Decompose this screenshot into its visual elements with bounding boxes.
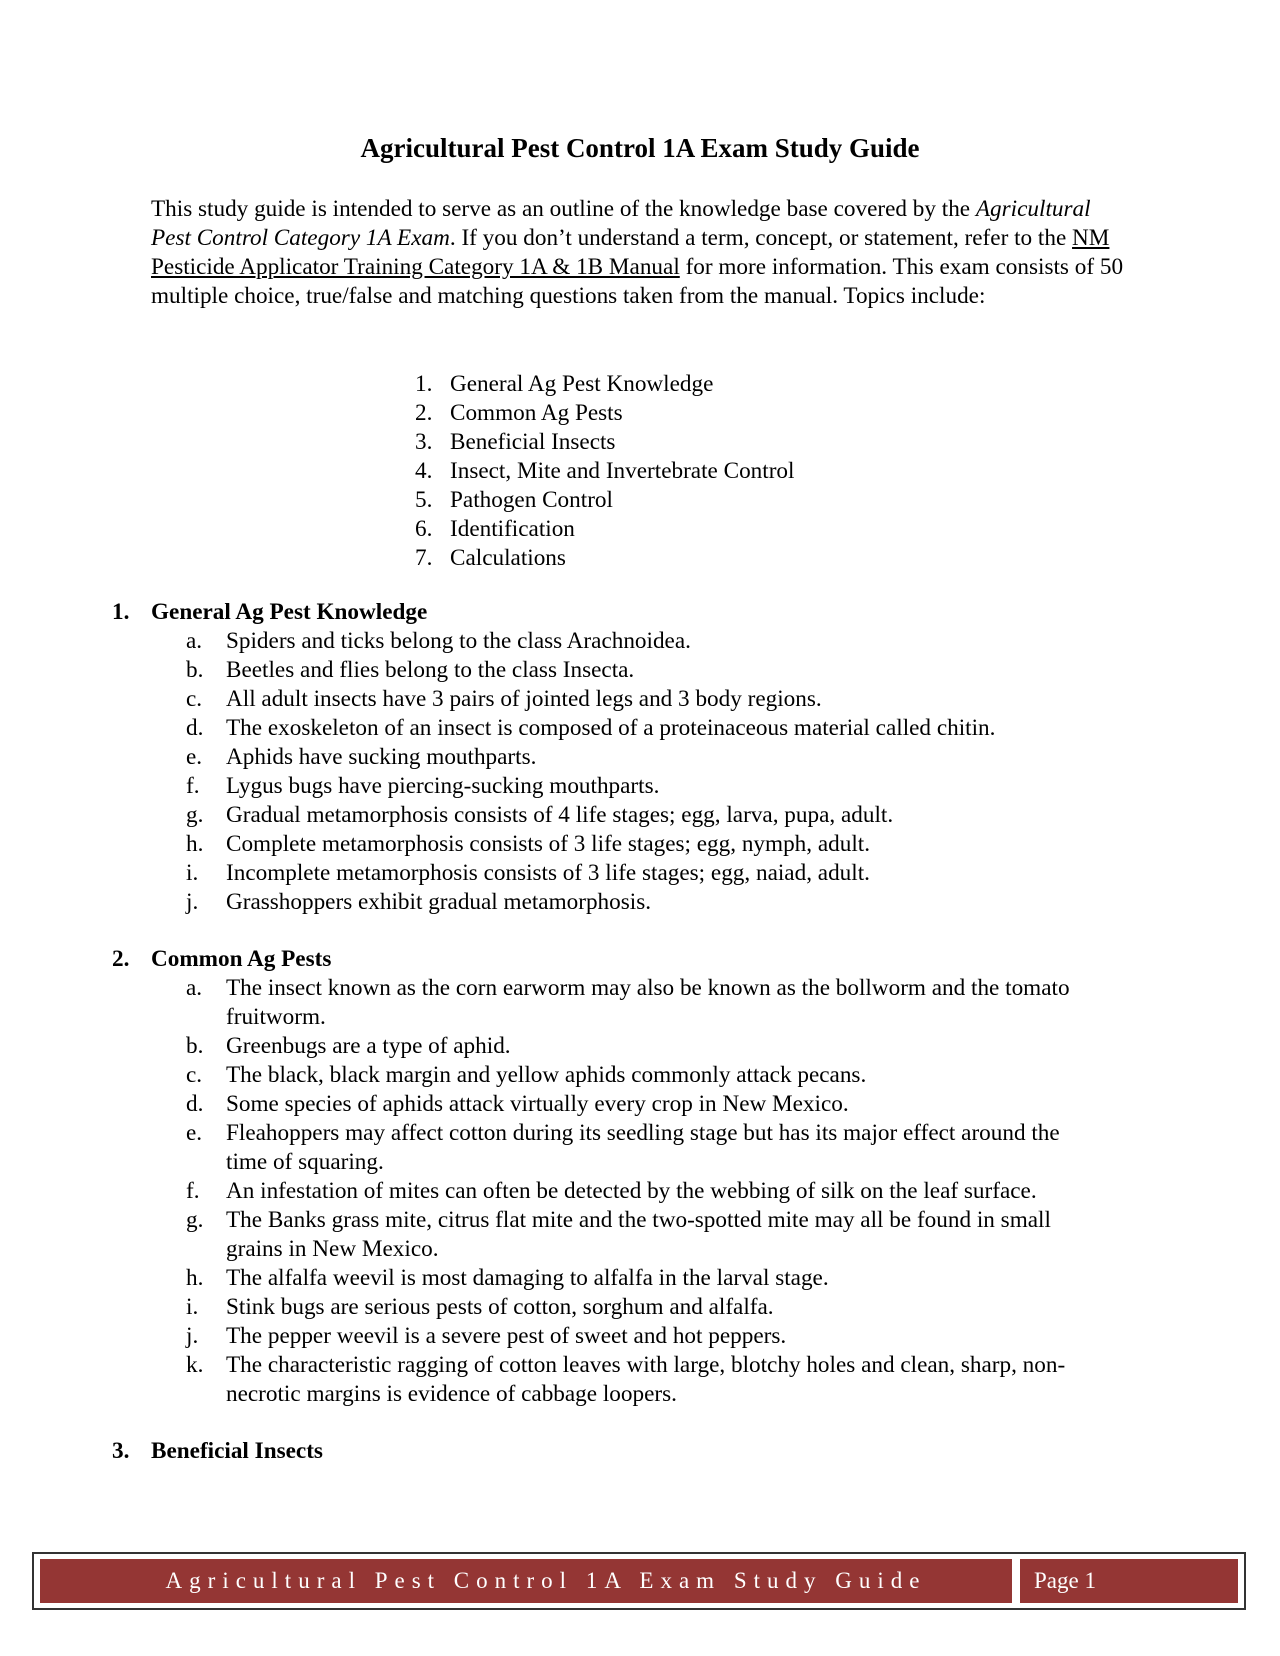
topic-number: 2. [415, 400, 433, 426]
list-item [186, 1293, 1096, 1322]
topic-label: Beneficial Insects [450, 429, 616, 455]
section-items [112, 974, 1096, 1409]
list-item [186, 743, 1162, 772]
item-letter: g. [186, 802, 204, 828]
topic-number: 6. [415, 516, 433, 542]
list-item [186, 830, 1162, 859]
exam-name: Agricultural Pest Control Category 1A Exam [151, 196, 1091, 251]
intro-text-1: This study guide is intended to serve as an outline of the knowledge base covered by the [151, 196, 976, 222]
item-text: Aphids have sucking mouthparts. [226, 744, 537, 770]
item-text: The alfalfa weevil is most damaging to alfalfa in the larval stage. [226, 1265, 829, 1291]
item-letter: b. [186, 657, 204, 683]
topic-label: Pathogen Control [450, 487, 613, 513]
topic-item [415, 544, 794, 573]
item-text: The exoskeleton of an insect is composed of a proteinaceous material called chitin. [226, 715, 996, 741]
item-text: Complete metamorphosis consists of 3 life stages; egg, nymph, adult. [226, 831, 871, 857]
intro-paragraph [151, 195, 1131, 311]
item-text: Spiders and ticks belong to the class Arachnoidea. [226, 628, 691, 654]
section-heading-label: Common Ag Pests [151, 946, 332, 972]
item-text: Stink bugs are serious pests of cotton, sorghum and alfalfa. [226, 1294, 774, 1320]
topic-number: 3. [415, 429, 433, 455]
topics-list [415, 370, 794, 573]
section-number: 3. [112, 1438, 130, 1464]
item-text: Some species of aphids attack virtually every crop in New Mexico. [226, 1091, 849, 1117]
section-items [112, 627, 1162, 917]
item-text: The characteristic ragging of cotton leaves with large, blotchy holes and clean, sharp, non-necrotic margins is evidence of cabbage loopers. [226, 1352, 1066, 1407]
topic-label: Insect, Mite and Invertebrate Control [450, 458, 795, 484]
list-item [186, 1264, 1096, 1293]
list-item [186, 974, 1096, 1032]
topic-label: Identification [450, 516, 575, 542]
topic-item [415, 457, 794, 486]
list-item [186, 859, 1162, 888]
section-general-ag-pest-knowledge [112, 598, 1162, 917]
item-text: The Banks grass mite, citrus flat mite and the two-spotted mite may all be found in small grains in New Mexico. [226, 1207, 1051, 1262]
list-item [186, 1177, 1096, 1206]
list-item [186, 714, 1162, 743]
item-text: All adult insects have 3 pairs of jointed legs and 3 body regions. [226, 686, 822, 712]
item-letter: e. [186, 744, 203, 770]
section-heading [112, 598, 1162, 627]
list-item [186, 888, 1162, 917]
item-letter: i. [186, 860, 199, 886]
item-letter: h. [186, 831, 204, 857]
section-heading [112, 945, 1162, 974]
document-title: Agricultural Pest Control 1A Exam Study Guide [360, 133, 920, 163]
item-text: The insect known as the corn earworm may also be known as the bollworm and the tomato fruitworm. [226, 975, 1070, 1030]
list-item [186, 1090, 1096, 1119]
item-letter: f. [186, 1178, 200, 1204]
list-item [186, 1322, 1096, 1351]
list-item [186, 627, 1162, 656]
list-item [186, 656, 1162, 685]
topic-item [415, 370, 794, 399]
item-letter: f. [186, 773, 200, 799]
section-number: 1. [112, 599, 130, 625]
list-item [186, 1119, 1096, 1177]
topic-number: 5. [415, 487, 433, 513]
item-text: The black, black margin and yellow aphids commonly attack pecans. [226, 1062, 867, 1088]
item-text: Beetles and flies belong to the class Insecta. [226, 657, 635, 683]
footer-page-number: Page 1 [1020, 1559, 1238, 1603]
list-item [186, 685, 1162, 714]
section-common-ag-pests [112, 945, 1162, 1409]
item-text: Fleahoppers may affect cotton during its seedling stage but has its major effect around the time of squaring. [226, 1120, 1060, 1175]
topic-label: General Ag Pest Knowledge [450, 371, 714, 397]
item-letter: h. [186, 1265, 204, 1291]
item-letter: b. [186, 1033, 204, 1059]
item-letter: a. [186, 628, 203, 654]
list-item [186, 1032, 1096, 1061]
item-text: An infestation of mites can often be detected by the webbing of silk on the leaf surface. [226, 1178, 1037, 1204]
topic-label: Common Ag Pests [450, 400, 623, 426]
item-text: Greenbugs are a type of aphid. [226, 1033, 511, 1059]
item-letter: d. [186, 715, 204, 741]
topic-label: Calculations [450, 545, 566, 571]
topic-number: 7. [415, 545, 433, 571]
footer-inner [40, 1559, 1238, 1603]
section-number: 2. [112, 946, 130, 972]
page-footer [32, 1552, 1246, 1610]
item-letter: j. [186, 889, 199, 915]
item-letter: c. [186, 1062, 203, 1088]
item-letter: d. [186, 1091, 204, 1117]
item-letter: g. [186, 1207, 204, 1233]
topic-item [415, 486, 794, 515]
section-heading-label: General Ag Pest Knowledge [151, 599, 428, 625]
topic-item [415, 515, 794, 544]
footer-title: Agricultural Pest Control 1A Exam Study Guide [40, 1559, 1012, 1603]
item-letter: j. [186, 1323, 199, 1349]
item-text: The pepper weevil is a severe pest of sweet and hot peppers. [226, 1323, 787, 1349]
item-text: Grasshoppers exhibit gradual metamorphosis. [226, 889, 652, 915]
topic-number: 1. [415, 371, 433, 397]
intro-text-3: for more information. This exam consists of 50 multiple choice, true/false and matching questions taken from the manual. Topics include: [151, 254, 1124, 309]
list-item [186, 1206, 1096, 1264]
item-letter: c. [186, 686, 203, 712]
item-text: Gradual metamorphosis consists of 4 life stages; egg, larva, pupa, adult. [226, 802, 894, 828]
topic-number: 4. [415, 458, 433, 484]
manual-name: NM Pesticide Applicator Training Category 1A & 1B Manual [151, 225, 1110, 280]
item-letter: e. [186, 1120, 203, 1146]
list-item [186, 1061, 1096, 1090]
item-text: Incomplete metamorphosis consists of 3 life stages; egg, naiad, adult. [226, 860, 870, 886]
intro-text-2: . If you don’t understand a term, concept, or statement, refer to the [449, 225, 1073, 251]
topic-item [415, 428, 794, 457]
section-beneficial-insects [112, 1437, 1162, 1466]
list-item [186, 801, 1162, 830]
section-heading [112, 1437, 1162, 1466]
item-letter: a. [186, 975, 203, 1001]
list-item [186, 1351, 1096, 1409]
item-letter: k. [186, 1352, 204, 1378]
list-item [186, 772, 1162, 801]
topic-item [415, 399, 794, 428]
section-heading-label: Beneficial Insects [151, 1438, 323, 1464]
item-text: Lygus bugs have piercing-sucking mouthparts. [226, 773, 660, 799]
item-letter: i. [186, 1294, 199, 1320]
